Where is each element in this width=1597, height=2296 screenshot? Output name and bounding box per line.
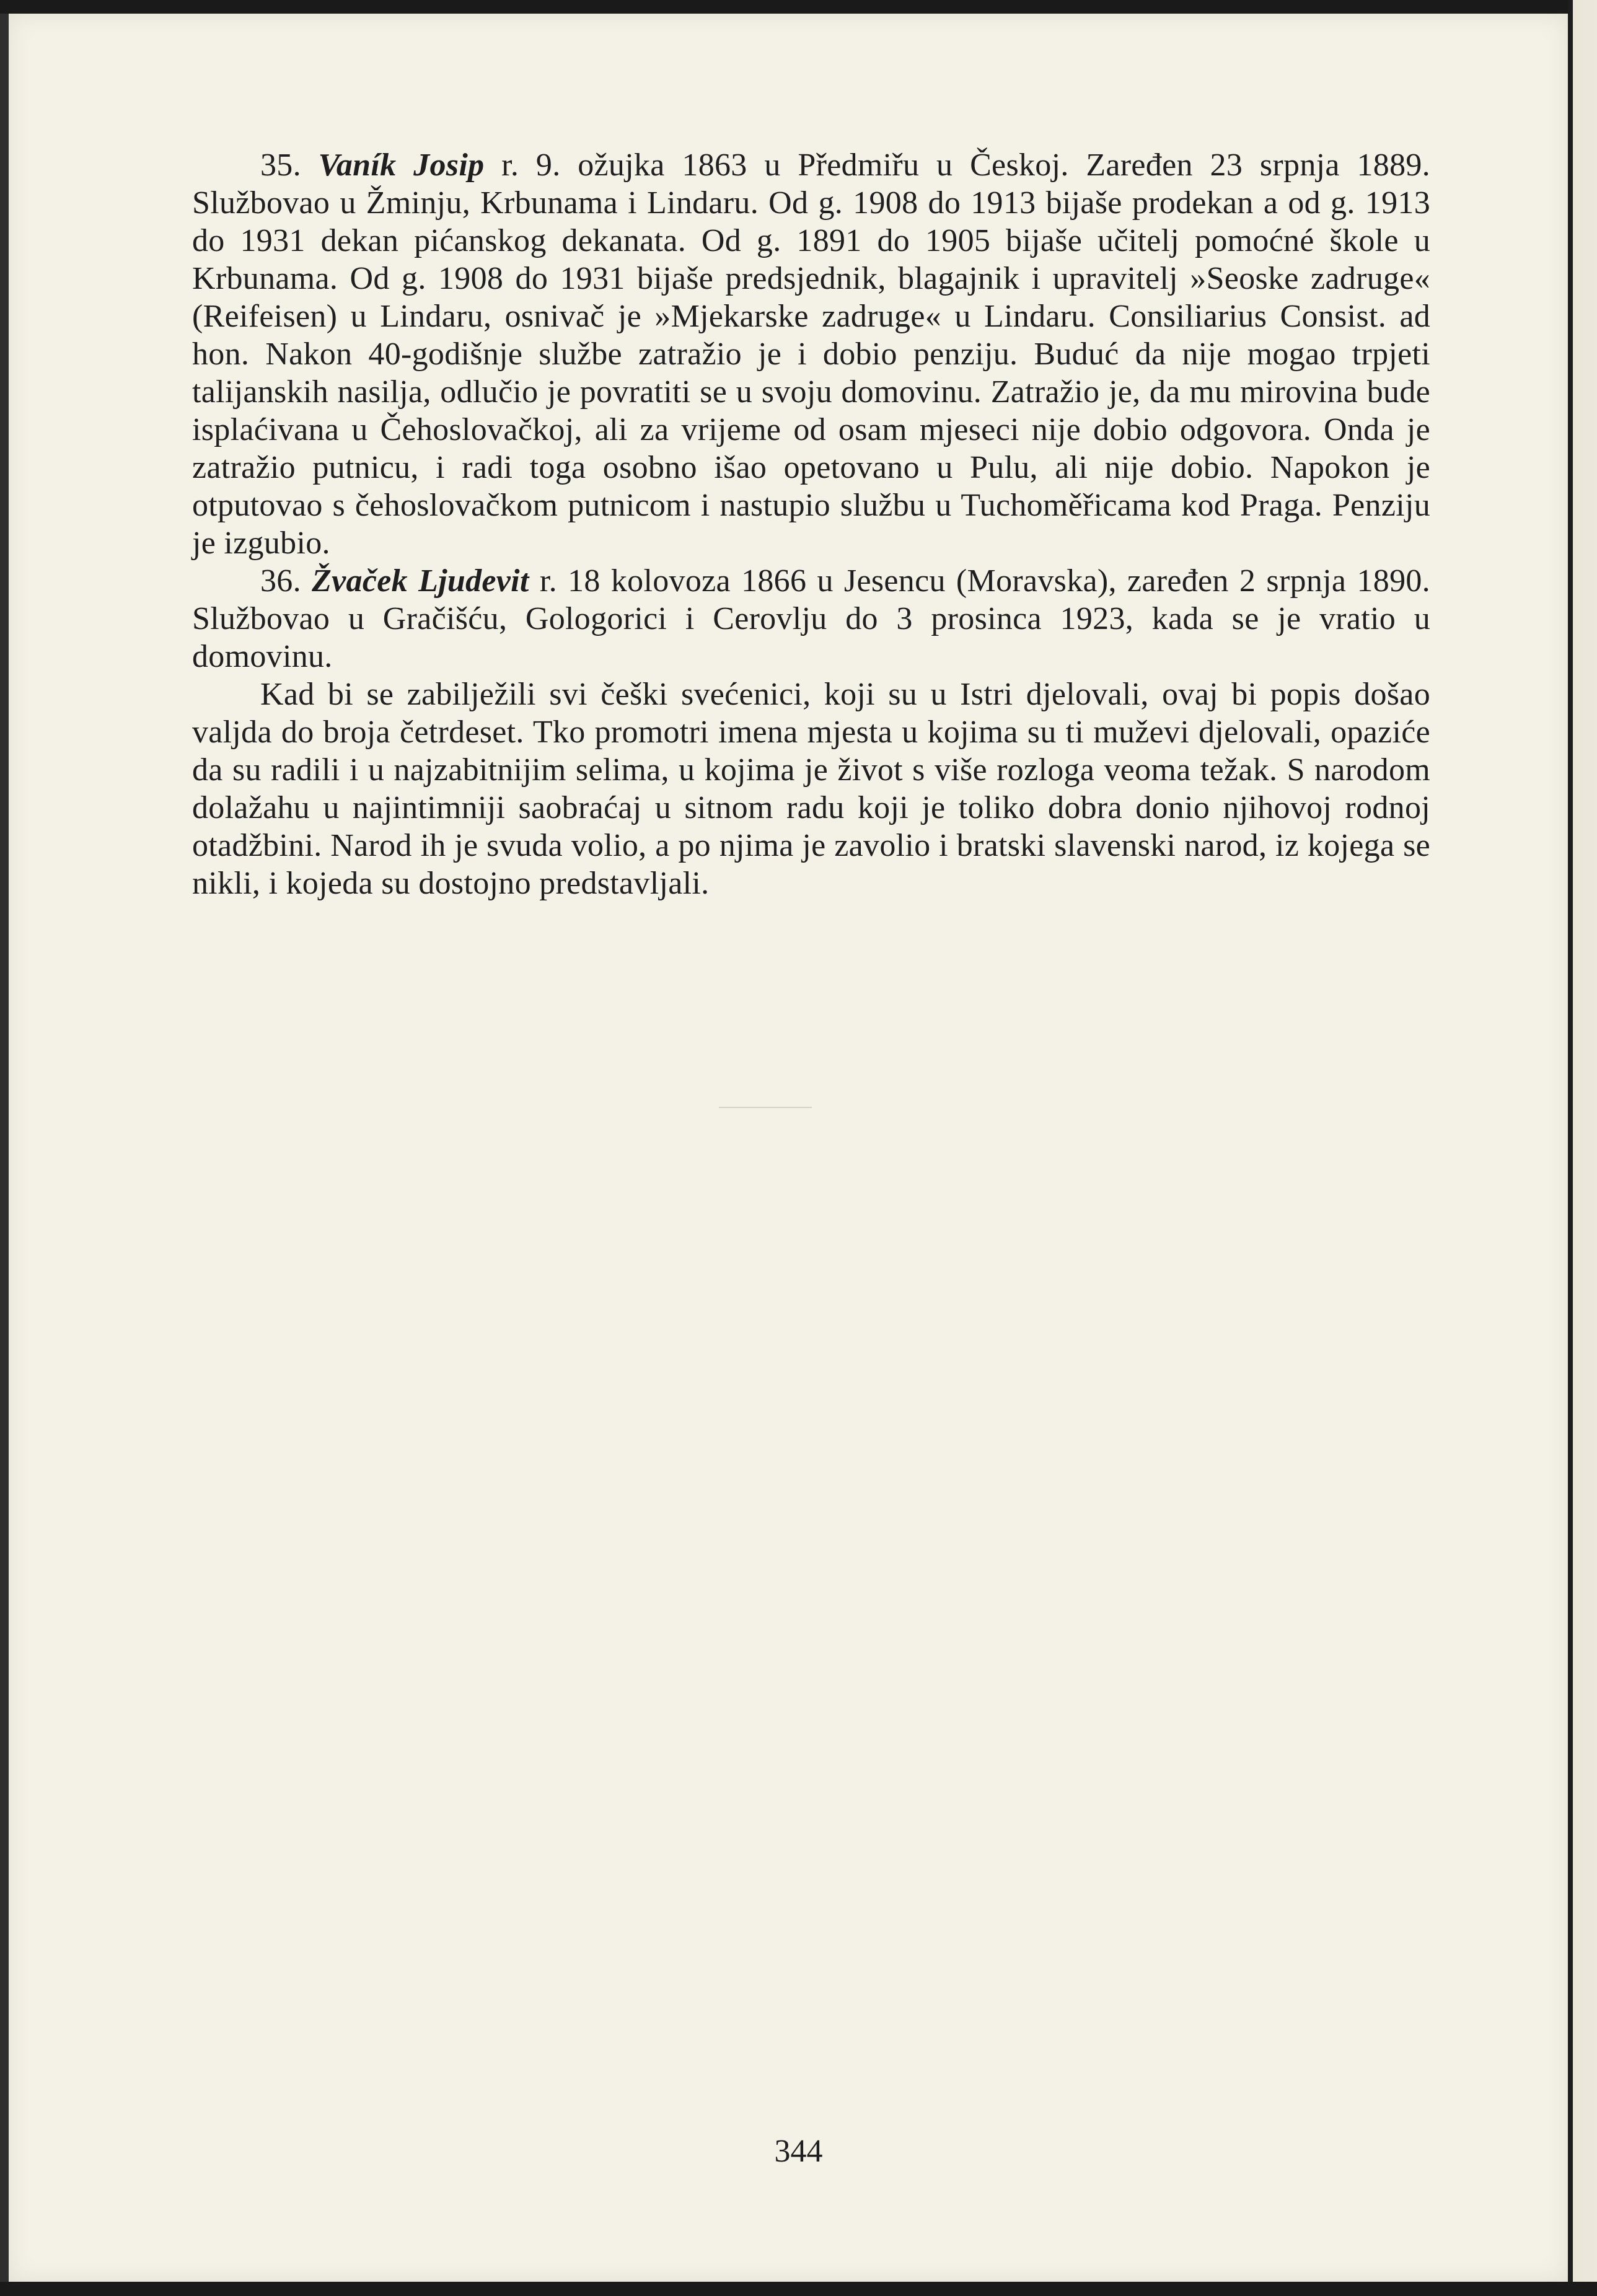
scan-right-edge [1568,0,1597,2296]
entry-paragraph-35 [192,146,1430,562]
scan-bottom-border [0,2282,1597,2296]
entry-number: 36. [260,563,301,599]
faint-divider-line [719,1107,812,1108]
entry-text: r. 18 kolovoza 1866 u Jesencu (Moravska), zaređen 2 srpnja 1890. Službovao u Gračišću, Gologorici i Cerovlju do 3 prosinca 1923, kada se je vratio u domovinu. [192,563,1430,674]
entry-name: Vaník Josip [318,147,485,183]
entry-text: r. 9. ožujka 1863 u Předmiřu u Českoj. Zaređen 23 srpnja 1889. Službovao u Žminju, Krbunama i Lindaru. Od g. 1908 do 1913 bijaše prodekan a od g. 1913 do 1931 dekan pićanskog dekanata. Od g. 1891 do 1905 bijaše učitelj pomoćné škole u Krbunama. Od g. 1908 do 1931 bijaše predsjednik, blagajnik i upravitelj »Seoske zadruge« (Reifeisen) u Lindaru, osnivač je »Mjekarske zadruge« u Lindaru. Consiliarius Consist. ad hon. Nakon 40-godišnje službe zatražio je i dobio penziju. Buduć da nije mogao trpjeti talijanskih nasilja, odlučio je povratiti se u svoju domovinu. Zatražio je, da mu mirovina bude isplaćivana u Čehoslovačkoj, ali za vrijeme od osam mjeseci nije dobio odgovora. Onda je zatražio putnicu, i radi toga osobno išao opetovano u Pulu, ali nije dobio. Napokon je otputovao s čehoslovačkom putnicom i nastupio službu u Tuchoměřicama kod Praga. Penziju je izgubio. [192,147,1430,561]
page-number: 344 [774,2134,823,2169]
page-body-text [192,146,1430,902]
closing-paragraph: Kad bi se zabilježili svi češki svećenici, koji su u Istri djelovali, ovaj bi popis došao valjda do broja četrdeset. Tko promotri imena mjesta u kojima su ti muževi djelovali, opaziće da su radili i u najzabitnijim selima, u kojima je život s više rozloga veoma težak. S narodom dolažahu u najintimniji saobraćaj u sitnom radu koji je toliko dobra donio njihovoj rodnoj otadžbini. Narod ih je svuda volio, a po njima je zavolio i bratski slavenski narod, iz kojega se nikli, i kojeda su dostojno predstavljali. [192,677,1430,901]
entry-name: Žvaček Ljudevit [312,563,529,599]
entry-paragraph-36 [192,562,1430,675]
entry-number: 35. [260,147,301,183]
scan-top-border [0,0,1597,14]
